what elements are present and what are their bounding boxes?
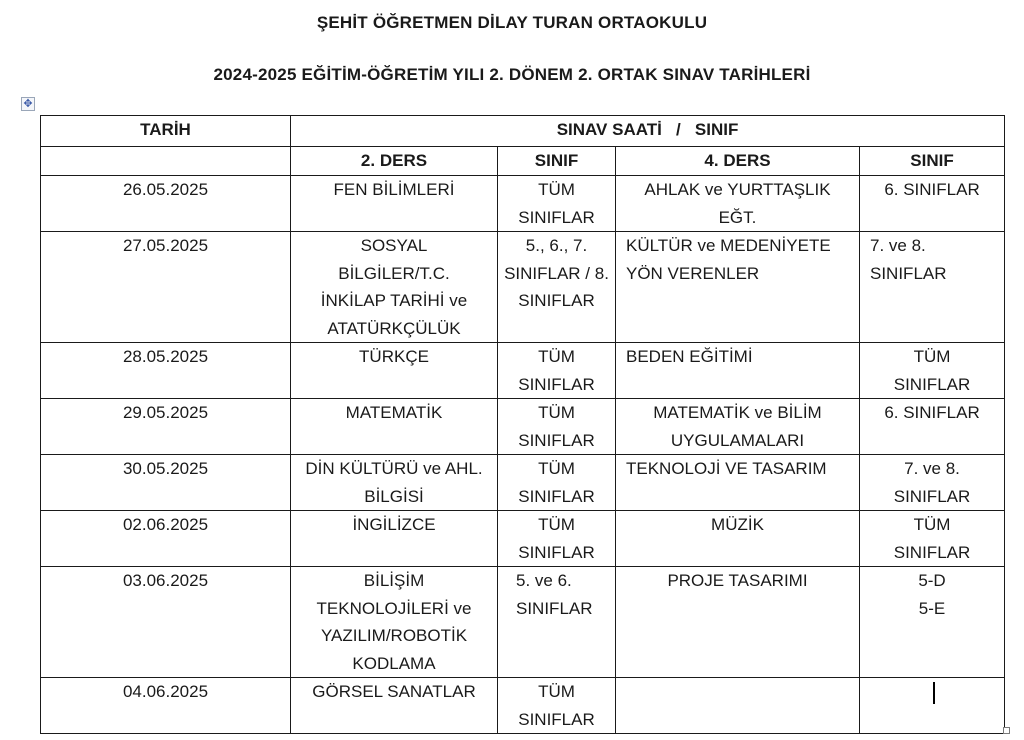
subheader-lesson4[interactable]: 4. DERS xyxy=(616,147,860,176)
table-row xyxy=(41,399,1005,455)
row-date[interactable]: 02.06.2025 xyxy=(41,511,291,567)
row-lesson4[interactable]: AHLAK ve YURTTAŞLIK EĞT. xyxy=(616,176,860,232)
row-lesson4[interactable]: MÜZİK xyxy=(616,511,860,567)
row-class4[interactable]: TÜM SINIFLAR xyxy=(860,511,1005,567)
table-row xyxy=(41,455,1005,511)
row-class4[interactable] xyxy=(860,678,1005,734)
row-class2[interactable]: TÜM SINIFLAR xyxy=(498,176,616,232)
subheader-empty-cell[interactable] xyxy=(41,147,291,176)
table-subheader-row xyxy=(41,147,1005,176)
row-class4[interactable]: 7. ve 8. SINIFLAR xyxy=(860,455,1005,511)
header-time-class[interactable]: SINAV SAATİ / SINIF xyxy=(291,116,1005,147)
row-date[interactable]: 29.05.2025 xyxy=(41,399,291,455)
row-lesson2[interactable]: BİLİŞİM TEKNOLOJİLERİ ve YAZILIM/ROBOTİK KODLAMA xyxy=(291,567,498,678)
row-lesson4[interactable] xyxy=(616,678,860,734)
header-date[interactable]: TARİH xyxy=(41,116,291,147)
row-class4-line: 5-D xyxy=(918,571,946,590)
row-date[interactable]: 26.05.2025 xyxy=(41,176,291,232)
subheader-class2[interactable]: SINIF xyxy=(498,147,616,176)
row-date[interactable]: 27.05.2025 xyxy=(41,232,291,343)
row-lesson4[interactable]: KÜLTÜR ve MEDENİYETE YÖN VERENLER xyxy=(616,232,860,343)
row-lesson2[interactable]: SOSYAL BİLGİLER/T.C. İNKİLAP TARİHİ ve ATATÜRKÇÜLÜK xyxy=(291,232,498,343)
document-subtitle: 2024-2025 EĞİTİM-ÖĞRETİM YILI 2. DÖNEM 2. ORTAK SINAV TARİHLERİ xyxy=(213,65,811,84)
table-row xyxy=(41,232,1005,343)
row-lesson2[interactable]: MATEMATİK xyxy=(291,399,498,455)
table-row xyxy=(41,567,1005,678)
row-lesson4[interactable]: MATEMATİK ve BİLİM UYGULAMALARI xyxy=(616,399,860,455)
row-lesson4[interactable]: BEDEN EĞİTİMİ xyxy=(616,343,860,399)
row-lesson2[interactable]: İNGİLİZCE xyxy=(291,511,498,567)
table-header-row xyxy=(41,116,1005,147)
table-move-handle-icon[interactable]: ✥ xyxy=(21,97,35,111)
row-class2[interactable]: TÜM SINIFLAR xyxy=(498,455,616,511)
table-row xyxy=(41,511,1005,567)
row-lesson2[interactable]: GÖRSEL SANATLAR xyxy=(291,678,498,734)
table-row xyxy=(41,678,1005,734)
row-class2[interactable]: 5. ve 6. SINIFLAR xyxy=(498,567,616,678)
school-name: ŞEHİT ÖĞRETMEN DİLAY TURAN ORTAOKULU xyxy=(316,13,708,32)
row-date[interactable]: 03.06.2025 xyxy=(41,567,291,678)
exam-schedule-table xyxy=(40,115,1005,734)
row-lesson4[interactable]: TEKNOLOJİ VE TASARIM xyxy=(616,455,860,511)
subheader-lesson2[interactable]: 2. DERS xyxy=(291,147,498,176)
row-class4[interactable]: 6. SINIFLAR xyxy=(860,399,1005,455)
row-class4[interactable] xyxy=(860,567,1005,678)
row-class2[interactable]: TÜM SINIFLAR xyxy=(498,511,616,567)
row-class4[interactable]: 7. ve 8. SINIFLAR xyxy=(860,232,1005,343)
row-lesson2[interactable]: TÜRKÇE xyxy=(291,343,498,399)
row-class2[interactable]: TÜM SINIFLAR xyxy=(498,399,616,455)
row-class2[interactable]: TÜM SINIFLAR xyxy=(498,678,616,734)
subheader-class4[interactable]: SINIF xyxy=(860,147,1005,176)
row-date[interactable]: 04.06.2025 xyxy=(41,678,291,734)
row-lesson2[interactable]: FEN BİLİMLERİ xyxy=(291,176,498,232)
row-class2[interactable]: TÜM SINIFLAR xyxy=(498,343,616,399)
table-row xyxy=(41,176,1005,232)
row-date[interactable]: 28.05.2025 xyxy=(41,343,291,399)
row-class4-line: 5-E xyxy=(918,598,946,618)
row-date[interactable]: 30.05.2025 xyxy=(41,455,291,511)
row-class4[interactable]: TÜM SINIFLAR xyxy=(860,343,1005,399)
row-class4[interactable]: 6. SINIFLAR xyxy=(860,176,1005,232)
table-resize-handle-icon[interactable] xyxy=(1003,727,1010,734)
row-lesson2[interactable]: DİN KÜLTÜRÜ ve AHL. BİLGİSİ xyxy=(291,455,498,511)
text-cursor-icon xyxy=(933,682,935,704)
row-class2[interactable]: 5., 6., 7. SINIFLAR / 8. SINIFLAR xyxy=(498,232,616,343)
row-lesson4[interactable]: PROJE TASARIMI xyxy=(616,567,860,678)
table-row xyxy=(41,343,1005,399)
